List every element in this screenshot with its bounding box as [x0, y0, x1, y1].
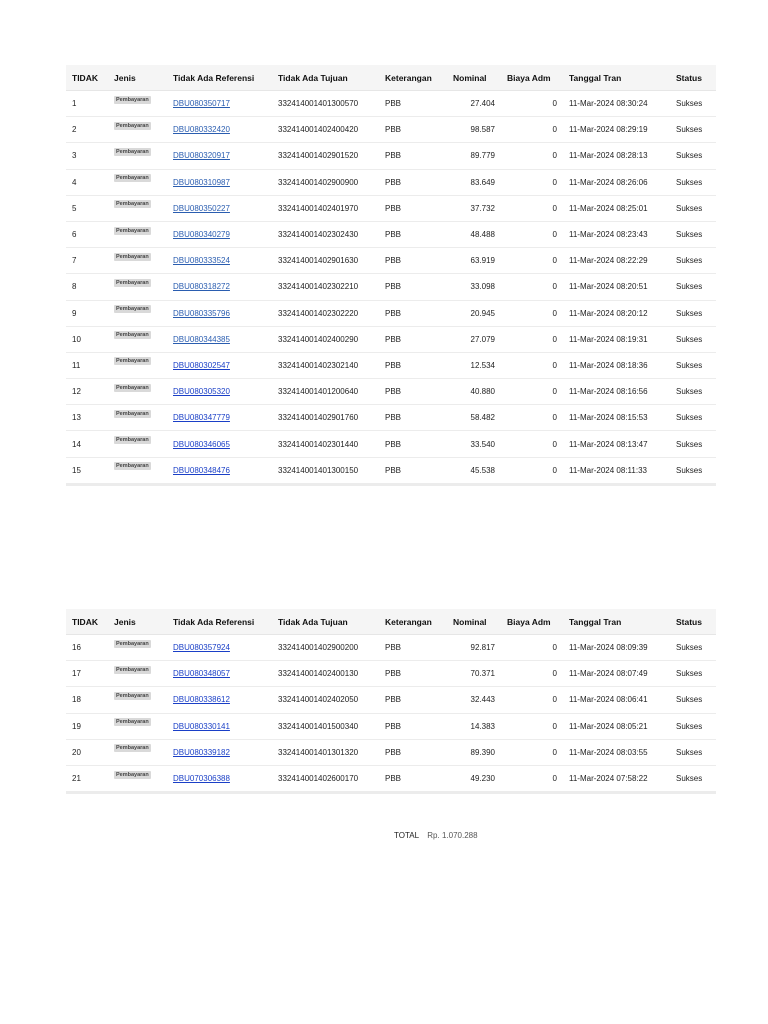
cell-tanggal: 11-Mar-2024 08:30:24 [563, 91, 670, 117]
cell-biaya-adm: 0 [501, 687, 563, 713]
cell-referensi [167, 405, 272, 431]
cell-jenis [108, 248, 167, 274]
cell-biaya-adm: 0 [501, 431, 563, 457]
table-row [66, 248, 716, 274]
col-header-keterangan: Keterangan [379, 609, 447, 635]
cell-nominal: 32.443 [447, 687, 501, 713]
cell-keterangan: PBB [379, 431, 447, 457]
cell-referensi [167, 195, 272, 221]
col-header-tidak: TIDAK [66, 609, 108, 635]
cell-keterangan: PBB [379, 91, 447, 117]
cell-nominal: 27.404 [447, 91, 501, 117]
cell-tujuan: 332414001402400130 [272, 661, 379, 687]
jenis-badge: Pembayaran [116, 358, 149, 365]
cell-tanggal: 11-Mar-2024 08:20:51 [563, 274, 670, 300]
col-header-tidak: TIDAK [66, 65, 108, 91]
cell-tanggal: 11-Mar-2024 08:03:55 [563, 739, 670, 765]
cell-status: Sukses [670, 352, 716, 378]
cell-tujuan: 332414001401300150 [272, 457, 379, 484]
cell-biaya-adm: 0 [501, 405, 563, 431]
table-row [66, 739, 716, 765]
table-row [66, 352, 716, 378]
reference-link[interactable]: DBU080302547 [173, 360, 230, 370]
cell-jenis [108, 117, 167, 143]
cell-status: Sukses [670, 431, 716, 457]
cell-nominal: 37.732 [447, 195, 501, 221]
col-header-tanggal: Tanggal Tran [563, 65, 670, 91]
cell-referensi [167, 248, 272, 274]
reference-link[interactable]: DBU080335796 [173, 308, 230, 318]
table-row [66, 91, 716, 117]
cell-jenis [108, 274, 167, 300]
cell-biaya-adm: 0 [501, 635, 563, 661]
cell-nominal: 49.230 [447, 765, 501, 792]
col-header-nominal: Nominal [447, 609, 501, 635]
reference-link[interactable]: DBU080318272 [173, 282, 230, 292]
cell-keterangan: PBB [379, 326, 447, 352]
col-header-biaya-adm: Biaya Adm [501, 65, 563, 91]
cell-status: Sukses [670, 143, 716, 169]
cell-biaya-adm: 0 [501, 117, 563, 143]
cell-tanggal: 11-Mar-2024 08:07:49 [563, 661, 670, 687]
cell-no: 17 [66, 661, 108, 687]
cell-keterangan: PBB [379, 765, 447, 792]
cell-keterangan: PBB [379, 687, 447, 713]
cell-status: Sukses [670, 274, 716, 300]
cell-biaya-adm: 0 [501, 91, 563, 117]
cell-jenis [108, 143, 167, 169]
cell-referensi [167, 635, 272, 661]
cell-jenis [108, 431, 167, 457]
cell-status: Sukses [670, 661, 716, 687]
cell-no: 10 [66, 326, 108, 352]
cell-tujuan: 332414001402900900 [272, 169, 379, 195]
cell-biaya-adm: 0 [501, 379, 563, 405]
cell-tujuan: 332414001401300570 [272, 91, 379, 117]
cell-tujuan: 332414001402302220 [272, 300, 379, 326]
table-row [66, 143, 716, 169]
reference-link[interactable]: DBU080347779 [173, 413, 230, 423]
jenis-badge: Pembayaran [116, 692, 149, 699]
cell-tujuan: 332414001402301440 [272, 431, 379, 457]
jenis-badge: Pembayaran [116, 745, 149, 752]
cell-jenis [108, 457, 167, 484]
jenis-badge: Pembayaran [116, 666, 149, 673]
cell-jenis [108, 352, 167, 378]
cell-keterangan: PBB [379, 248, 447, 274]
cell-biaya-adm: 0 [501, 765, 563, 792]
col-header-status: Status [670, 609, 716, 635]
table-row [66, 635, 716, 661]
reference-link[interactable]: DBU080350227 [173, 203, 230, 213]
total-label: TOTAL [394, 831, 420, 840]
cell-tanggal: 11-Mar-2024 08:11:33 [563, 457, 670, 484]
cell-nominal: 58.482 [447, 405, 501, 431]
cell-tujuan: 332414001401500340 [272, 713, 379, 739]
jenis-badge: Pembayaran [116, 332, 149, 339]
cell-nominal: 27.079 [447, 326, 501, 352]
cell-tujuan: 332414001402400420 [272, 117, 379, 143]
cell-no: 11 [66, 352, 108, 378]
col-header-biaya-adm: Biaya Adm [501, 609, 563, 635]
cell-referensi [167, 687, 272, 713]
cell-jenis [108, 195, 167, 221]
cell-no: 16 [66, 635, 108, 661]
jenis-badge: Pembayaran [116, 640, 149, 647]
col-header-tujuan: Tidak Ada Tujuan [272, 65, 379, 91]
cell-keterangan: PBB [379, 143, 447, 169]
table-row [66, 431, 716, 457]
table-header-row [66, 65, 716, 91]
table-row [66, 457, 716, 484]
jenis-badge: Pembayaran [116, 175, 149, 182]
cell-referensi [167, 300, 272, 326]
table-row [66, 713, 716, 739]
jenis-badge: Pembayaran [116, 96, 149, 103]
cell-nominal: 92.817 [447, 635, 501, 661]
cell-status: Sukses [670, 326, 716, 352]
table-header-row [66, 609, 716, 635]
col-header-referensi: Tidak Ada Referensi [167, 65, 272, 91]
total-line [394, 831, 478, 840]
cell-nominal: 40.880 [447, 379, 501, 405]
cell-nominal: 48.488 [447, 221, 501, 247]
reference-link[interactable]: DBU070306388 [173, 774, 230, 784]
cell-tujuan: 332414001402402050 [272, 687, 379, 713]
cell-keterangan: PBB [379, 274, 447, 300]
cell-tanggal: 11-Mar-2024 08:06:41 [563, 687, 670, 713]
cell-tujuan: 332414001402901760 [272, 405, 379, 431]
cell-referensi [167, 91, 272, 117]
cell-no: 5 [66, 195, 108, 221]
cell-status: Sukses [670, 739, 716, 765]
col-header-nominal: Nominal [447, 65, 501, 91]
col-header-tujuan: Tidak Ada Tujuan [272, 609, 379, 635]
cell-nominal: 12.534 [447, 352, 501, 378]
cell-status: Sukses [670, 457, 716, 484]
cell-jenis [108, 169, 167, 195]
table-row [66, 326, 716, 352]
jenis-badge: Pembayaran [116, 719, 149, 726]
cell-biaya-adm: 0 [501, 274, 563, 300]
cell-keterangan: PBB [379, 117, 447, 143]
cell-biaya-adm: 0 [501, 739, 563, 765]
cell-tanggal: 11-Mar-2024 08:09:39 [563, 635, 670, 661]
cell-biaya-adm: 0 [501, 143, 563, 169]
cell-keterangan: PBB [379, 195, 447, 221]
cell-referensi [167, 765, 272, 792]
cell-tujuan: 332414001402302140 [272, 352, 379, 378]
cell-no: 6 [66, 221, 108, 247]
table-row [66, 379, 716, 405]
cell-biaya-adm: 0 [501, 169, 563, 195]
reference-link[interactable]: DBU080330141 [173, 721, 230, 731]
cell-referensi [167, 169, 272, 195]
cell-tanggal: 11-Mar-2024 08:20:12 [563, 300, 670, 326]
cell-nominal: 98.587 [447, 117, 501, 143]
cell-status: Sukses [670, 169, 716, 195]
cell-tanggal: 11-Mar-2024 08:18:36 [563, 352, 670, 378]
cell-referensi [167, 739, 272, 765]
cell-biaya-adm: 0 [501, 457, 563, 484]
cell-no: 1 [66, 91, 108, 117]
cell-tanggal: 11-Mar-2024 08:29:19 [563, 117, 670, 143]
cell-no: 21 [66, 765, 108, 792]
cell-status: Sukses [670, 221, 716, 247]
cell-tanggal: 11-Mar-2024 08:28:13 [563, 143, 670, 169]
cell-no: 2 [66, 117, 108, 143]
cell-tujuan: 332414001402600170 [272, 765, 379, 792]
cell-biaya-adm: 0 [501, 221, 563, 247]
jenis-badge: Pembayaran [116, 771, 149, 778]
cell-tanggal: 11-Mar-2024 08:23:43 [563, 221, 670, 247]
reference-link[interactable]: DBU080350717 [173, 99, 230, 109]
jenis-badge: Pembayaran [116, 201, 149, 208]
cell-biaya-adm: 0 [501, 326, 563, 352]
cell-nominal: 63.919 [447, 248, 501, 274]
reference-link[interactable]: DBU080340279 [173, 230, 230, 240]
cell-nominal: 33.540 [447, 431, 501, 457]
cell-status: Sukses [670, 248, 716, 274]
cell-status: Sukses [670, 117, 716, 143]
reference-link[interactable]: DBU080348476 [173, 465, 230, 475]
jenis-badge: Pembayaran [116, 227, 149, 234]
cell-jenis [108, 326, 167, 352]
cell-jenis [108, 739, 167, 765]
table-row [66, 274, 716, 300]
cell-tujuan: 332414001402900200 [272, 635, 379, 661]
cell-jenis [108, 687, 167, 713]
cell-biaya-adm: 0 [501, 300, 563, 326]
cell-biaya-adm: 0 [501, 713, 563, 739]
jenis-badge: Pembayaran [116, 279, 149, 286]
jenis-badge: Pembayaran [116, 463, 149, 470]
cell-no: 9 [66, 300, 108, 326]
cell-jenis [108, 635, 167, 661]
reference-link[interactable]: DBU080338612 [173, 695, 230, 705]
cell-jenis [108, 713, 167, 739]
cell-keterangan: PBB [379, 405, 447, 431]
cell-nominal: 20.945 [447, 300, 501, 326]
table-row [66, 300, 716, 326]
cell-status: Sukses [670, 687, 716, 713]
cell-tujuan: 332414001402302210 [272, 274, 379, 300]
reference-link[interactable]: DBU080348057 [173, 669, 230, 679]
cell-biaya-adm: 0 [501, 661, 563, 687]
cell-keterangan: PBB [379, 221, 447, 247]
reference-link[interactable]: DBU080333524 [173, 256, 230, 266]
cell-jenis [108, 91, 167, 117]
reference-link[interactable]: DBU080357924 [173, 643, 230, 653]
cell-tanggal: 11-Mar-2024 08:16:56 [563, 379, 670, 405]
cell-referensi [167, 431, 272, 457]
cell-no: 14 [66, 431, 108, 457]
cell-no: 15 [66, 457, 108, 484]
cell-referensi [167, 221, 272, 247]
reference-link[interactable]: DBU080310987 [173, 177, 230, 187]
cell-keterangan: PBB [379, 169, 447, 195]
col-header-jenis: Jenis [108, 609, 167, 635]
transactions-table-1 [66, 65, 716, 486]
jenis-badge: Pembayaran [116, 148, 149, 155]
transactions-table-2 [66, 609, 716, 794]
table-row [66, 221, 716, 247]
reference-link[interactable]: DBU080320917 [173, 151, 230, 161]
table-row [66, 765, 716, 792]
cell-referensi [167, 143, 272, 169]
cell-tanggal: 11-Mar-2024 08:22:29 [563, 248, 670, 274]
col-header-status: Status [670, 65, 716, 91]
col-header-referensi: Tidak Ada Referensi [167, 609, 272, 635]
cell-status: Sukses [670, 713, 716, 739]
jenis-badge: Pembayaran [116, 437, 149, 444]
cell-tanggal: 11-Mar-2024 08:15:53 [563, 405, 670, 431]
table-row [66, 169, 716, 195]
cell-keterangan: PBB [379, 635, 447, 661]
cell-biaya-adm: 0 [501, 352, 563, 378]
cell-keterangan: PBB [379, 739, 447, 765]
cell-status: Sukses [670, 405, 716, 431]
jenis-badge: Pembayaran [116, 410, 149, 417]
cell-tujuan: 332414001402400290 [272, 326, 379, 352]
cell-status: Sukses [670, 635, 716, 661]
cell-tujuan: 332414001402401970 [272, 195, 379, 221]
cell-no: 20 [66, 739, 108, 765]
cell-referensi [167, 379, 272, 405]
cell-nominal: 33.098 [447, 274, 501, 300]
cell-referensi [167, 457, 272, 484]
cell-keterangan: PBB [379, 457, 447, 484]
cell-jenis [108, 300, 167, 326]
cell-status: Sukses [670, 91, 716, 117]
cell-status: Sukses [670, 379, 716, 405]
cell-tanggal: 11-Mar-2024 08:25:01 [563, 195, 670, 221]
col-header-keterangan: Keterangan [379, 65, 447, 91]
table-row [66, 661, 716, 687]
cell-status: Sukses [670, 765, 716, 792]
cell-biaya-adm: 0 [501, 248, 563, 274]
cell-tanggal: 11-Mar-2024 07:58:22 [563, 765, 670, 792]
reference-link[interactable]: DBU080305320 [173, 387, 230, 397]
cell-nominal: 70.371 [447, 661, 501, 687]
cell-keterangan: PBB [379, 661, 447, 687]
cell-keterangan: PBB [379, 300, 447, 326]
reference-link[interactable]: DBU080339182 [173, 747, 230, 757]
cell-biaya-adm: 0 [501, 195, 563, 221]
cell-referensi [167, 117, 272, 143]
jenis-badge: Pembayaran [116, 306, 149, 313]
cell-tanggal: 11-Mar-2024 08:13:47 [563, 431, 670, 457]
table-row [66, 117, 716, 143]
col-header-tanggal: Tanggal Tran [563, 609, 670, 635]
cell-nominal: 89.779 [447, 143, 501, 169]
cell-tanggal: 11-Mar-2024 08:19:31 [563, 326, 670, 352]
cell-jenis [108, 379, 167, 405]
table-row [66, 687, 716, 713]
cell-referensi [167, 352, 272, 378]
cell-nominal: 45.538 [447, 457, 501, 484]
cell-no: 8 [66, 274, 108, 300]
cell-jenis [108, 661, 167, 687]
reference-link[interactable]: DBU080344385 [173, 334, 230, 344]
reference-link[interactable]: DBU080346065 [173, 439, 230, 449]
reference-link[interactable]: DBU080332420 [173, 125, 230, 135]
table-row [66, 195, 716, 221]
cell-keterangan: PBB [379, 379, 447, 405]
cell-referensi [167, 713, 272, 739]
cell-no: 12 [66, 379, 108, 405]
cell-tujuan: 332414001402901520 [272, 143, 379, 169]
cell-jenis [108, 765, 167, 792]
cell-no: 19 [66, 713, 108, 739]
cell-tanggal: 11-Mar-2024 08:05:21 [563, 713, 670, 739]
total-value: Rp. 1.070.288 [427, 831, 478, 840]
cell-status: Sukses [670, 300, 716, 326]
cell-tujuan: 332414001402302430 [272, 221, 379, 247]
jenis-badge: Pembayaran [116, 253, 149, 260]
cell-tujuan: 332414001401301320 [272, 739, 379, 765]
cell-no: 7 [66, 248, 108, 274]
cell-nominal: 89.390 [447, 739, 501, 765]
cell-no: 3 [66, 143, 108, 169]
cell-tanggal: 11-Mar-2024 08:26:06 [563, 169, 670, 195]
cell-no: 18 [66, 687, 108, 713]
cell-tujuan: 332414001401200640 [272, 379, 379, 405]
col-header-jenis: Jenis [108, 65, 167, 91]
cell-referensi [167, 274, 272, 300]
jenis-badge: Pembayaran [116, 384, 149, 391]
table-row [66, 405, 716, 431]
cell-no: 13 [66, 405, 108, 431]
cell-nominal: 14.383 [447, 713, 501, 739]
cell-keterangan: PBB [379, 352, 447, 378]
cell-referensi [167, 326, 272, 352]
cell-status: Sukses [670, 195, 716, 221]
cell-tujuan: 332414001402901630 [272, 248, 379, 274]
cell-jenis [108, 405, 167, 431]
cell-keterangan: PBB [379, 713, 447, 739]
cell-referensi [167, 661, 272, 687]
cell-jenis [108, 221, 167, 247]
jenis-badge: Pembayaran [116, 122, 149, 129]
cell-nominal: 83.649 [447, 169, 501, 195]
cell-no: 4 [66, 169, 108, 195]
